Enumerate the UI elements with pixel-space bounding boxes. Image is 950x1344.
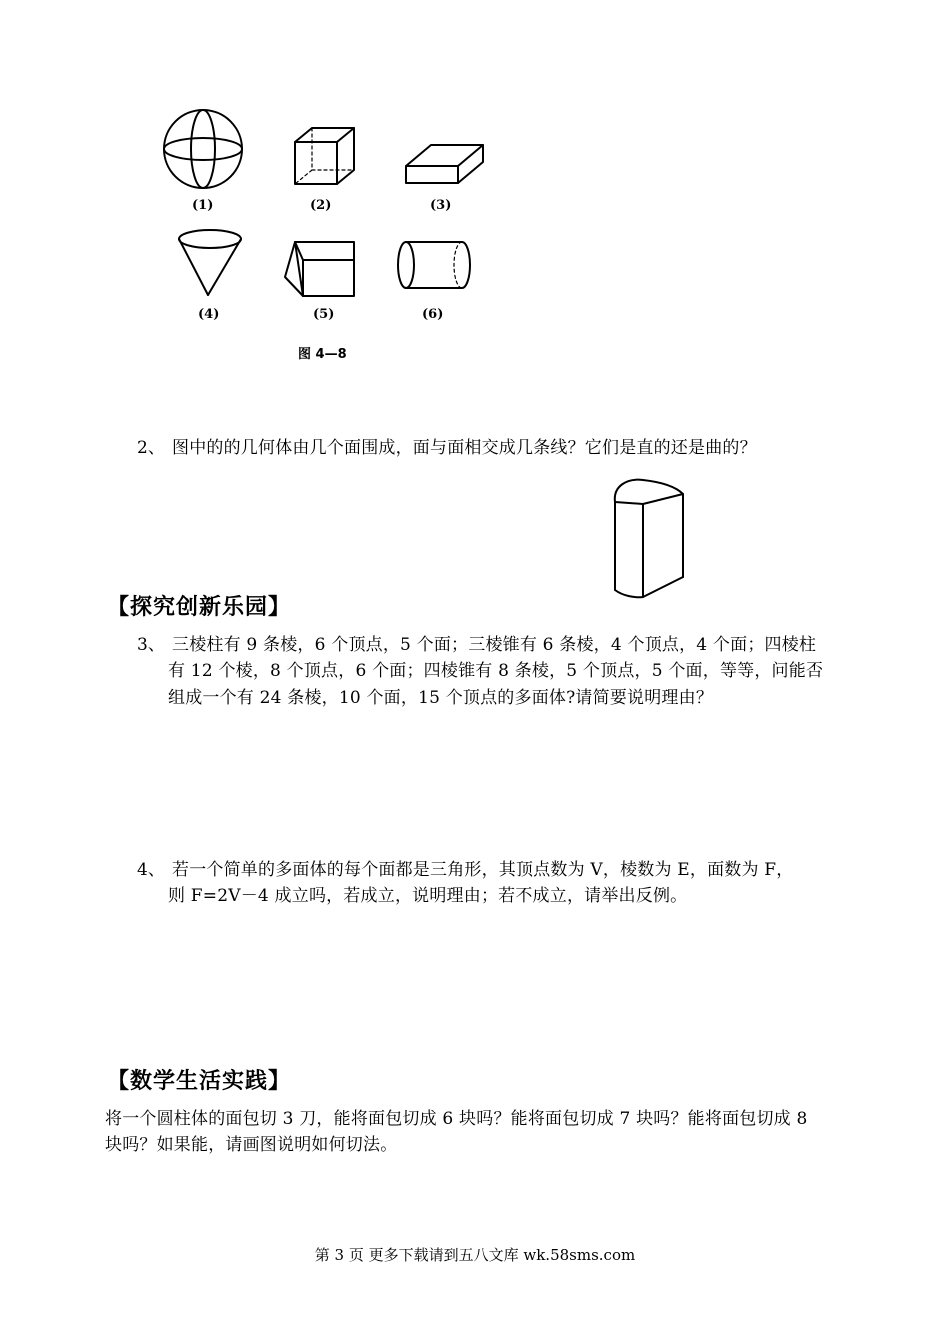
flat-box-shape — [406, 145, 483, 183]
solids-drawing — [150, 100, 510, 370]
label-4: (4) — [198, 307, 220, 322]
cube-shape — [295, 128, 354, 184]
half-cylinder-drawing — [605, 472, 695, 602]
label-2: (2) — [310, 198, 332, 213]
label-6: (6) — [422, 307, 444, 322]
label-3: (3) — [430, 198, 452, 213]
question-3-number: 3、 — [137, 635, 165, 655]
question-3-line-1: 三棱柱有 9 条棱，6 个顶点，5 个面；三棱锥有 6 条棱，4 个顶点，4 个面；四棱柱 — [172, 635, 817, 655]
section-heading-practice: 【数学生活实践】 — [107, 1069, 292, 1094]
figure-4-8 — [150, 100, 510, 370]
question-4-line-2: 则 F=2V－4 成立吗，若成立，说明理由；若不成立，请举出反例。 — [168, 886, 688, 906]
sphere-shape — [164, 110, 242, 188]
question-3-line-3: 组成一个有 24 条棱，10 个面，15 个顶点的多面体?请简要说明理由？ — [168, 688, 714, 708]
figure-caption: 图 4—8 — [298, 347, 347, 362]
question-4-number: 4、 — [137, 860, 165, 880]
label-5: (5) — [313, 307, 335, 322]
question-2-number: 2、 — [137, 438, 165, 458]
cone-shape — [179, 230, 241, 295]
practice-line-2: 块吗？如果能，请画图说明如何切法。 — [105, 1135, 398, 1155]
practice-line-1: 将一个圆柱体的面包切 3 刀，能将面包切成 6 块吗？能将面包切成 7 块吗？能将面包切成 8 — [105, 1109, 808, 1129]
section-heading-explore: 【探究创新乐园】 — [107, 595, 292, 620]
question-3-line-2: 有 12 个棱，8 个顶点，6 个面；四棱锥有 8 条棱，5 个顶点，5 个面，等等，问能否 — [168, 661, 824, 681]
cylinder-shape — [398, 242, 470, 288]
label-1: (1) — [192, 198, 214, 213]
question-2-text: 图中的的几何体由几个面围成，面与面相交成几条线？它们是直的还是曲的？ — [172, 438, 757, 458]
prism-shape — [285, 242, 354, 296]
page-footer: 第 3 页 更多下载请到五八文库 wk.58sms.com — [314, 1246, 636, 1264]
question-4-line-1: 若一个简单的多面体的每个面都是三角形，其顶点数为 V，棱数为 E，面数为 F， — [172, 860, 794, 880]
